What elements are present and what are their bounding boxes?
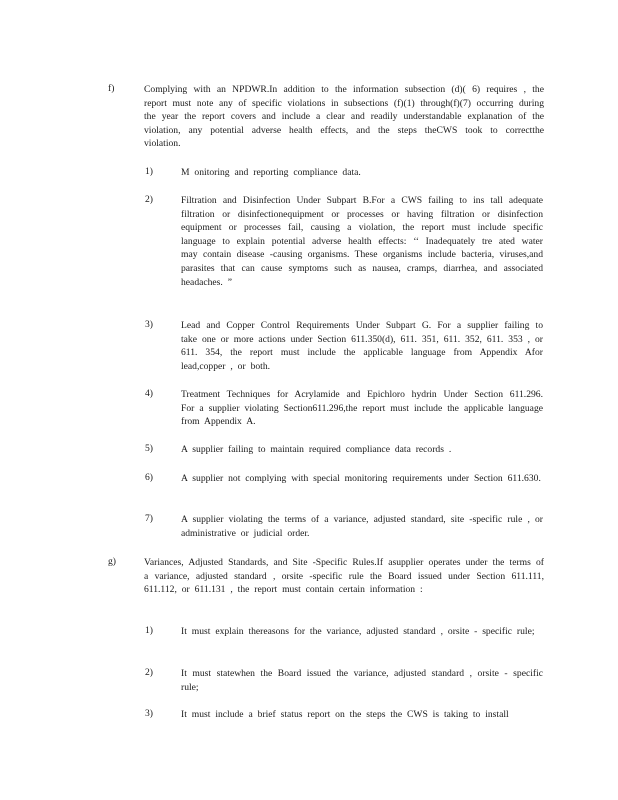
- subitem-text: It must explain thereasons for the variance, adjusted standard , orsite - specific rule;: [181, 626, 535, 637]
- subitem-text: Treatment Techniques for Acrylamide and Epichloro hydrin Under Section 611.296. For a supplier violating Section611.296,the report must include the applicable language from Appendix A.: [181, 389, 543, 428]
- item-text: Complying with an NPDWR.In addition to the information subsection (d)( 6) requires , the report must note any of specific violations in subsections (f)(1) through(f)(7) occurring during the year the report covers and include a clear and readily understandable explanation of the violation, any potential adverse health effects, and the steps theCWS took to correctthe violation.: [144, 84, 544, 150]
- subitem-text: A supplier violating the terms of a variance, adjusted standard, site -specific rule , or administrative or judicial order.: [181, 514, 543, 539]
- subitem-marker: 6): [145, 472, 153, 483]
- subitem-text: M onitoring and reporting compliance data.: [181, 167, 361, 178]
- subitem-marker: 3): [145, 319, 153, 330]
- subitem-text: A supplier failing to maintain required compliance data records .: [181, 444, 452, 455]
- item-marker: f): [108, 83, 115, 94]
- subitem-marker: 1): [145, 166, 153, 177]
- subitem-text: It must statewhen the Board issued the variance, adjusted standard , orsite - specific rule;: [181, 668, 543, 693]
- item-text: Variances, Adjusted Standards, and Site -Specific Rules.If asupplier operates under the terms of a variance, adjusted standard , orsite -specific rule the Board issued under Section 611.111, 611.112, or 611.131 , the report must contain certain information :: [144, 557, 544, 596]
- subitem-marker: 5): [145, 443, 153, 454]
- subitem-marker: 1): [145, 625, 153, 636]
- subitem-text: Filtration and Disinfection Under Subpart B.For a CWS failing to ins tall adequate filtration or disinfectionequipment or processes or having filtration or disinfection equipment or processes fail, causing a violation, the report must include specific language to explain potential adverse health effects: ‘‘ Inadequately tre ated water may contain disease -causing organisms. These organisms include bacteria, viruses,and parasites that can cause symptoms such as nausea, cramps, diarrhea, and associated headaches. ”: [181, 195, 543, 288]
- subitem-marker: 7): [145, 513, 153, 524]
- subitem-marker: 3): [145, 708, 153, 719]
- subitem-text: A supplier not complying with special monitoring requirements under Section 611.630.: [181, 473, 541, 484]
- item-marker: g): [108, 556, 116, 567]
- subitem-marker: 2): [145, 667, 153, 678]
- subitem-text: It must include a brief status report on the steps the CWS is taking to install: [181, 709, 509, 720]
- subitem-marker: 4): [145, 388, 153, 399]
- subitem-marker: 2): [145, 194, 153, 205]
- subitem-text: Lead and Copper Control Requirements Under Subpart G. For a supplier failing to take one or more actions under Section 611.350(d), 611. 351, 611. 352, 611. 353 , or 611. 354, the report must include the applicable language from Appendix Afor lead,copper , or both.: [181, 320, 543, 372]
